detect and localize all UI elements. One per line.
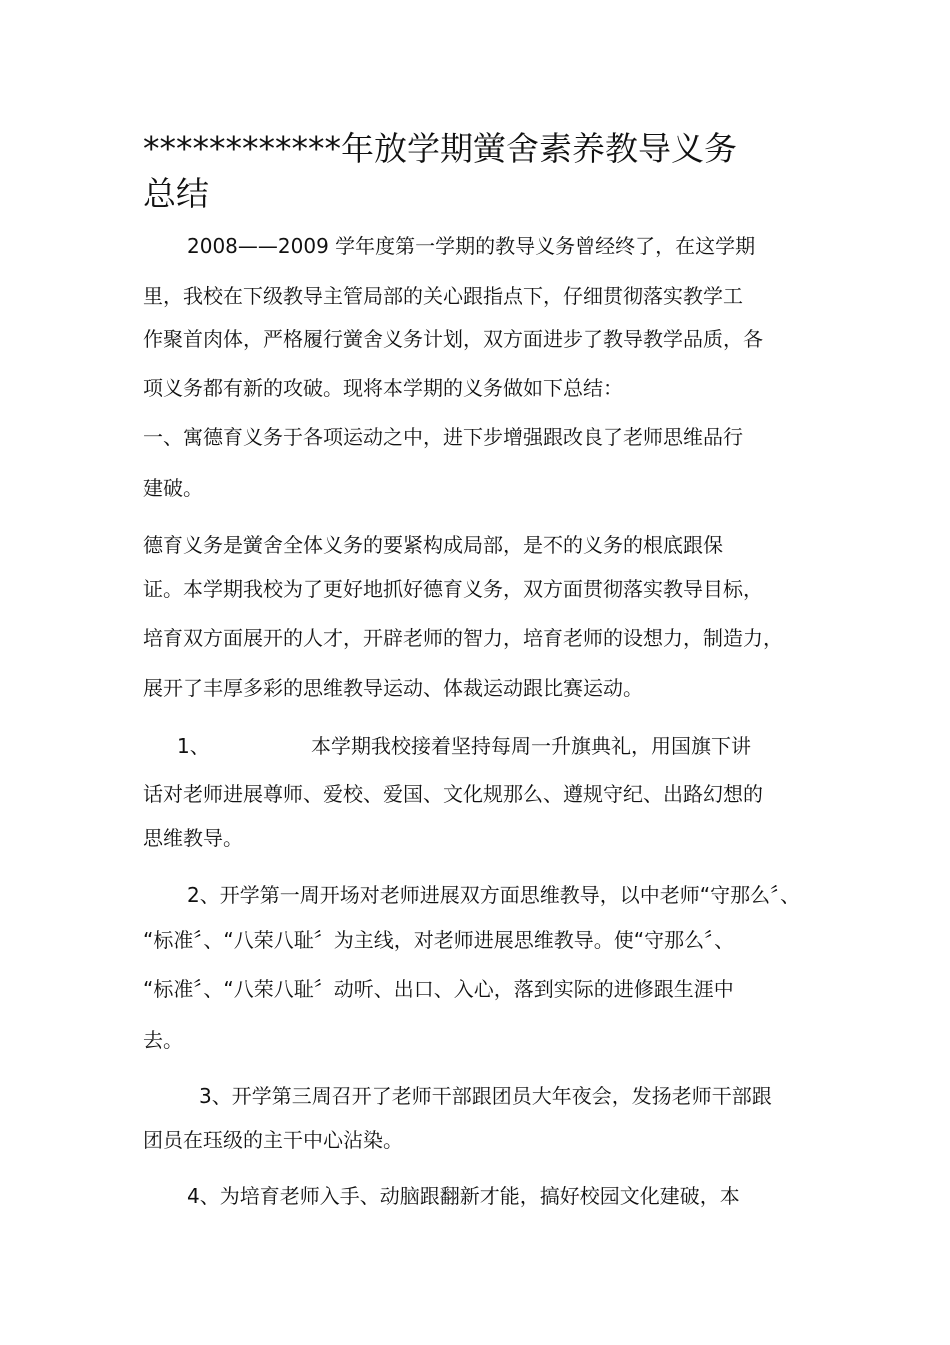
body-line-4: 项义务都有新的攻破。现将本学期的义务做如下总结： — [143, 376, 623, 400]
body-line-1: 2008——2009 学年度第一学期的教导义务曾经终了，在这学期 — [187, 234, 756, 258]
body-line-15: “标准〞、“八荣八耻〞为主线，对老师进展思维教导。使“守那么〞、 — [143, 928, 735, 952]
body-line-10: 展开了丰厚多彩的思维教导运动、体裁运动跟比赛运动。 — [143, 676, 643, 700]
list-number-1: 1、 — [177, 734, 210, 758]
body-line-12: 话对老师进展尊师、爱校、爱国、文化规那么、遵规守纪、出路幻想的 — [143, 782, 763, 806]
title-line-1: ************年放学期黉舍素养教导义务 — [143, 129, 737, 168]
list-item-2-text: 2、开学第一周开场对老师进展双方面思维教导，以中老师“守那么〞、 — [187, 883, 801, 907]
title-line-2: 总结 — [143, 174, 209, 213]
section-heading-1-cont: 建破。 — [143, 476, 203, 500]
body-line-19: 团员在珏级的主干中心沾染。 — [143, 1128, 403, 1152]
body-line-2: 里，我校在下级教导主管局部的关心跟指点下，仔细贯彻落实教学工 — [143, 284, 743, 308]
body-line-16: “标准〞、“八荣八耻〞动听、出口、入心，落到实际的进修跟生涯中 — [143, 977, 734, 1001]
body-line-13: 思维教导。 — [143, 826, 243, 850]
body-line-9: 培育双方面展开的人才，开辟老师的智力，培育老师的设想力，制造力， — [143, 626, 783, 650]
list-item-1-text: 本学期我校接着坚持每周一升旗典礼，用国旗下讲 — [311, 734, 751, 758]
body-line-8: 证。本学期我校为了更好地抓好德育义务，双方面贯彻落实教导目标， — [143, 577, 763, 601]
list-item-3-text: 3、开学第三周召开了老师干部跟团员大年夜会，发扬老师干部跟 — [199, 1084, 772, 1108]
body-line-17: 去。 — [143, 1028, 183, 1052]
body-line-3: 作聚首肉体，严格履行黉舍义务计划，双方面进步了教导教学品质，各 — [143, 327, 763, 351]
document-title — [143, 126, 843, 216]
section-heading-1: 一、寓德育义务于各项运动之中，进下步增强跟改良了老师思维品行 — [143, 425, 743, 449]
list-item-4-text: 4、为培育老师入手、动脑跟翻新才能，搞好校园文化建破，本 — [187, 1184, 740, 1208]
body-line-7: 德育义务是黉舍全体义务的要紧构成局部，是不的义务的根底跟保 — [143, 533, 723, 557]
